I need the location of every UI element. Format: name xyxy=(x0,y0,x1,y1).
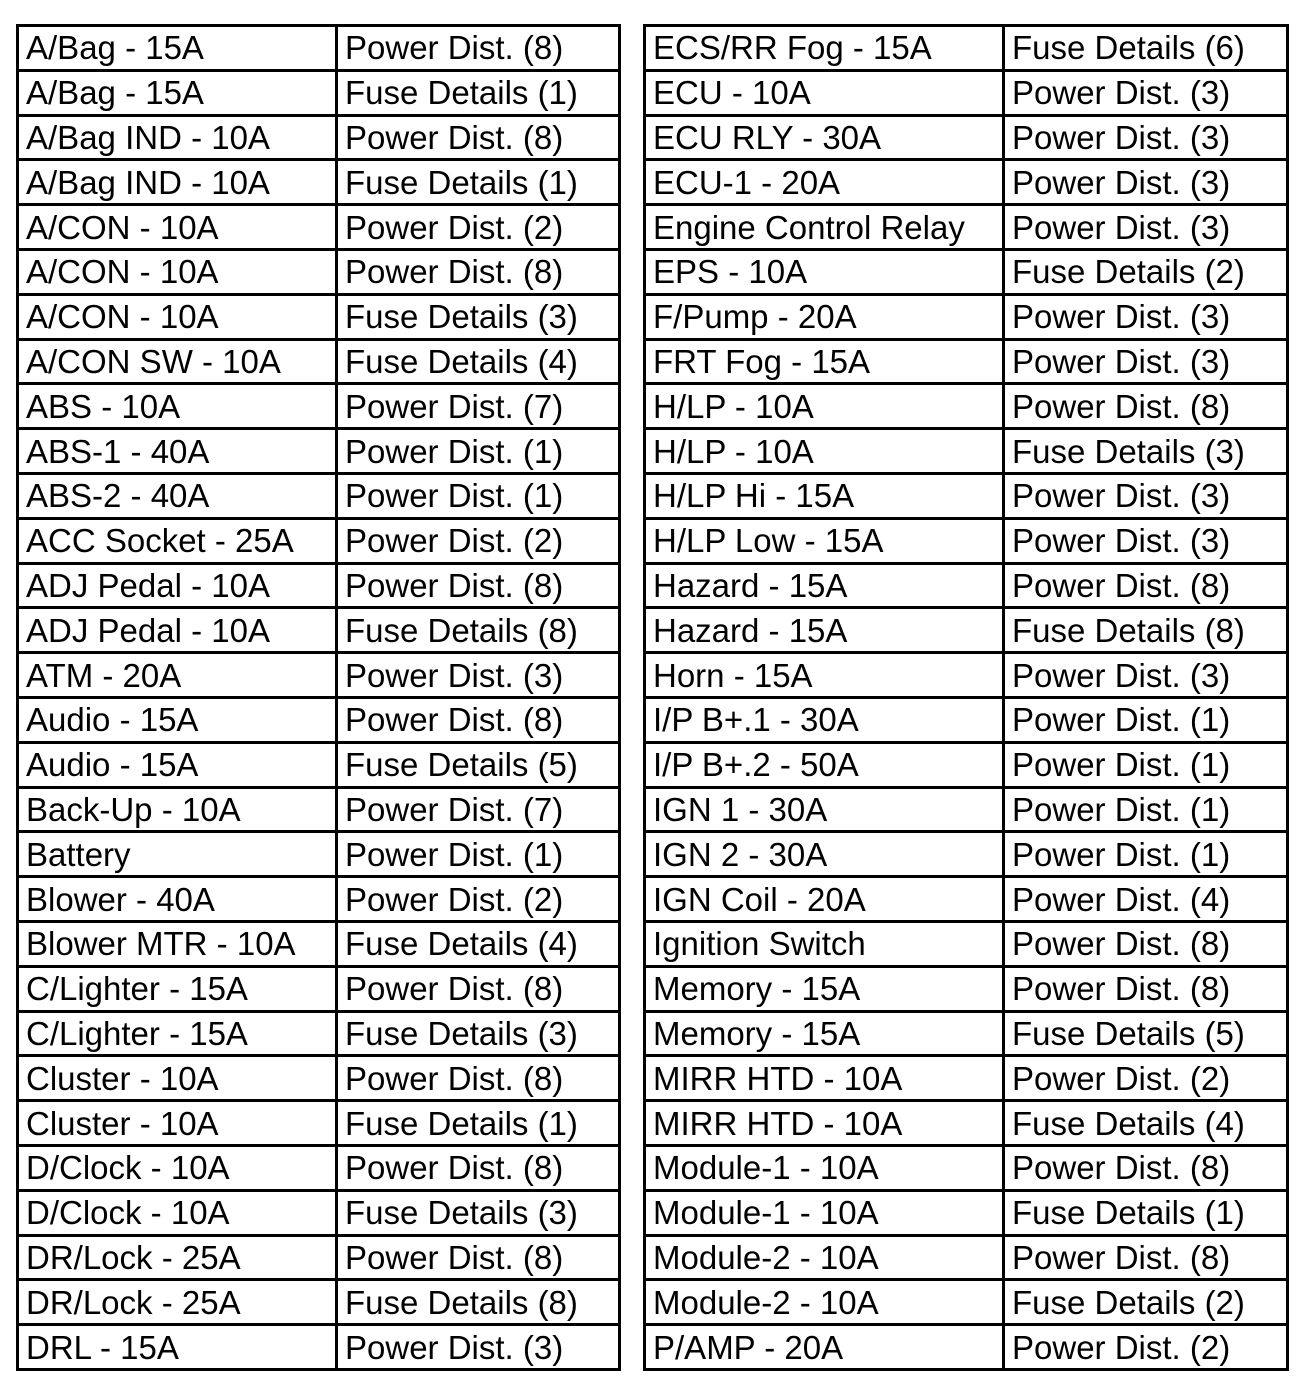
table-row xyxy=(18,697,620,742)
fuse-location-cell: Fuse Details (2) xyxy=(1004,1280,1288,1325)
fuse-index-sheet xyxy=(16,24,1286,1370)
fuse-name-cell: C/Lighter - 15A xyxy=(18,1011,337,1056)
table-row xyxy=(645,1235,1288,1280)
fuse-name-cell: DR/Lock - 25A xyxy=(18,1235,337,1280)
fuse-name-cell: ECS/RR Fog - 15A xyxy=(645,26,1004,71)
fuse-location-cell: Power Dist. (8) xyxy=(337,26,620,71)
fuse-location-cell: Power Dist. (1) xyxy=(1004,742,1288,787)
fuse-location-cell: Fuse Details (4) xyxy=(337,339,620,384)
table-row xyxy=(18,339,620,384)
fuse-location-cell: Power Dist. (1) xyxy=(1004,697,1288,742)
fuse-name-cell: Audio - 15A xyxy=(18,697,337,742)
fuse-location-cell: Power Dist. (8) xyxy=(337,115,620,160)
fuse-location-cell: Power Dist. (3) xyxy=(1004,115,1288,160)
fuse-name-cell: Hazard - 15A xyxy=(645,563,1004,608)
fuse-name-cell: ECU RLY - 30A xyxy=(645,115,1004,160)
fuse-name-cell: A/Bag - 15A xyxy=(18,70,337,115)
fuse-name-cell: Battery xyxy=(18,832,337,877)
fuse-name-cell: H/LP Low - 15A xyxy=(645,518,1004,563)
fuse-name-cell: Cluster - 10A xyxy=(18,1056,337,1101)
table-row xyxy=(18,1056,620,1101)
fuse-name-cell: ABS-2 - 40A xyxy=(18,473,337,518)
fuse-location-cell: Fuse Details (2) xyxy=(1004,249,1288,294)
fuse-name-cell: H/LP - 10A xyxy=(645,429,1004,474)
table-row xyxy=(645,832,1288,877)
fuse-location-cell: Fuse Details (1) xyxy=(337,160,620,205)
fuse-name-cell: I/P B+.2 - 50A xyxy=(645,742,1004,787)
table-row xyxy=(645,608,1288,653)
table-row xyxy=(18,832,620,877)
fuse-name-cell: Memory - 15A xyxy=(645,966,1004,1011)
fuse-location-cell: Power Dist. (8) xyxy=(1004,384,1288,429)
fuse-location-cell: Power Dist. (8) xyxy=(337,1056,620,1101)
fuse-location-cell: Power Dist. (8) xyxy=(337,697,620,742)
table-row xyxy=(18,877,620,922)
fuse-name-cell: Module-1 - 10A xyxy=(645,1145,1004,1190)
fuse-location-cell: Power Dist. (8) xyxy=(337,249,620,294)
table-row xyxy=(645,205,1288,250)
fuse-name-cell: D/Clock - 10A xyxy=(18,1145,337,1190)
table-row xyxy=(645,518,1288,563)
fuse-location-cell: Fuse Details (8) xyxy=(337,1280,620,1325)
table-row xyxy=(18,294,620,339)
fuse-location-cell: Fuse Details (1) xyxy=(337,70,620,115)
table-row xyxy=(645,877,1288,922)
fuse-location-cell: Fuse Details (8) xyxy=(337,608,620,653)
fuse-name-cell: F/Pump - 20A xyxy=(645,294,1004,339)
table-row xyxy=(18,473,620,518)
fuse-name-cell: IGN 2 - 30A xyxy=(645,832,1004,877)
table-row xyxy=(18,742,620,787)
fuse-location-cell: Power Dist. (1) xyxy=(1004,787,1288,832)
table-row xyxy=(18,384,620,429)
fuse-name-cell: H/LP Hi - 15A xyxy=(645,473,1004,518)
table-row xyxy=(645,115,1288,160)
fuse-name-cell: ECU-1 - 20A xyxy=(645,160,1004,205)
fuse-location-cell: Power Dist. (1) xyxy=(337,473,620,518)
table-row xyxy=(645,563,1288,608)
fuse-location-cell: Fuse Details (3) xyxy=(1004,429,1288,474)
fuse-name-cell: Cluster - 10A xyxy=(18,1101,337,1146)
table-row xyxy=(18,1325,620,1370)
fuse-location-cell: Fuse Details (5) xyxy=(1004,1011,1288,1056)
fuse-name-cell: ADJ Pedal - 10A xyxy=(18,563,337,608)
fuse-name-cell: FRT Fog - 15A xyxy=(645,339,1004,384)
table-row xyxy=(18,921,620,966)
fuse-name-cell: Back-Up - 10A xyxy=(18,787,337,832)
fuse-name-cell: Memory - 15A xyxy=(645,1011,1004,1056)
fuse-name-cell: Engine Control Relay xyxy=(645,205,1004,250)
fuse-name-cell: MIRR HTD - 10A xyxy=(645,1056,1004,1101)
fuse-location-cell: Fuse Details (5) xyxy=(337,742,620,787)
fuse-location-cell: Fuse Details (1) xyxy=(1004,1190,1288,1235)
fuse-name-cell: A/CON - 10A xyxy=(18,294,337,339)
fuse-location-cell: Power Dist. (8) xyxy=(1004,921,1288,966)
table-row xyxy=(18,70,620,115)
table-row xyxy=(645,787,1288,832)
fuse-location-cell: Fuse Details (8) xyxy=(1004,608,1288,653)
fuse-location-cell: Power Dist. (3) xyxy=(1004,518,1288,563)
table-row xyxy=(18,115,620,160)
fuse-location-cell: Power Dist. (3) xyxy=(1004,473,1288,518)
fuse-location-cell: Power Dist. (8) xyxy=(1004,966,1288,1011)
fuse-name-cell: Module-1 - 10A xyxy=(645,1190,1004,1235)
fuse-location-cell: Power Dist. (3) xyxy=(337,653,620,698)
table-row xyxy=(18,429,620,474)
table-row xyxy=(18,26,620,71)
table-row xyxy=(645,249,1288,294)
fuse-name-cell: Audio - 15A xyxy=(18,742,337,787)
fuse-location-cell: Power Dist. (3) xyxy=(1004,205,1288,250)
fuse-name-cell: D/Clock - 10A xyxy=(18,1190,337,1235)
table-row xyxy=(645,653,1288,698)
table-row xyxy=(18,1011,620,1056)
fuse-location-cell: Fuse Details (6) xyxy=(1004,26,1288,71)
fuse-name-cell: A/CON - 10A xyxy=(18,249,337,294)
fuse-location-cell: Fuse Details (1) xyxy=(337,1101,620,1146)
table-row xyxy=(18,518,620,563)
table-row xyxy=(18,160,620,205)
fuse-name-cell: ADJ Pedal - 10A xyxy=(18,608,337,653)
table-row xyxy=(645,429,1288,474)
fuse-location-cell: Fuse Details (3) xyxy=(337,1190,620,1235)
fuse-location-cell: Fuse Details (4) xyxy=(1004,1101,1288,1146)
table-row xyxy=(18,787,620,832)
table-row xyxy=(18,1235,620,1280)
fuse-name-cell: ACC Socket - 25A xyxy=(18,518,337,563)
fuse-location-cell: Power Dist. (8) xyxy=(337,966,620,1011)
fuse-name-cell: A/Bag IND - 10A xyxy=(18,160,337,205)
fuse-name-cell: I/P B+.1 - 30A xyxy=(645,697,1004,742)
table-row xyxy=(18,249,620,294)
fuse-location-cell: Fuse Details (3) xyxy=(337,1011,620,1056)
table-row xyxy=(645,1011,1288,1056)
fuse-name-cell: ATM - 20A xyxy=(18,653,337,698)
fuse-name-cell: C/Lighter - 15A xyxy=(18,966,337,1011)
fuse-location-cell: Power Dist. (3) xyxy=(1004,160,1288,205)
fuse-name-cell: Ignition Switch xyxy=(645,921,1004,966)
fuse-location-cell: Power Dist. (3) xyxy=(1004,339,1288,384)
fuse-name-cell: A/Bag IND - 10A xyxy=(18,115,337,160)
table-row xyxy=(645,921,1288,966)
table-row xyxy=(18,1145,620,1190)
table-row xyxy=(18,1280,620,1325)
fuse-name-cell: IGN Coil - 20A xyxy=(645,877,1004,922)
fuse-name-cell: ECU - 10A xyxy=(645,70,1004,115)
table-row xyxy=(645,1325,1288,1370)
table-row xyxy=(645,966,1288,1011)
fuse-name-cell: MIRR HTD - 10A xyxy=(645,1101,1004,1146)
table-row xyxy=(645,339,1288,384)
fuse-location-cell: Power Dist. (3) xyxy=(1004,70,1288,115)
fuse-location-cell: Power Dist. (8) xyxy=(337,1235,620,1280)
fuse-name-cell: A/CON SW - 10A xyxy=(18,339,337,384)
fuse-name-cell: P/AMP - 20A xyxy=(645,1325,1004,1370)
table-row xyxy=(18,563,620,608)
table-row xyxy=(645,1190,1288,1235)
fuse-location-cell: Fuse Details (3) xyxy=(337,294,620,339)
table-row xyxy=(645,1145,1288,1190)
fuse-location-cell: Power Dist. (8) xyxy=(337,1145,620,1190)
fuse-name-cell: ABS - 10A xyxy=(18,384,337,429)
fuse-name-cell: Module-2 - 10A xyxy=(645,1280,1004,1325)
fuse-location-cell: Power Dist. (2) xyxy=(337,877,620,922)
fuse-name-cell: Horn - 15A xyxy=(645,653,1004,698)
fuse-location-cell: Fuse Details (4) xyxy=(337,921,620,966)
table-row xyxy=(645,473,1288,518)
fuse-name-cell: ABS-1 - 40A xyxy=(18,429,337,474)
fuse-location-cell: Power Dist. (2) xyxy=(337,205,620,250)
fuse-location-cell: Power Dist. (2) xyxy=(1004,1056,1288,1101)
table-row xyxy=(18,1101,620,1146)
fuse-name-cell: A/CON - 10A xyxy=(18,205,337,250)
fuse-location-cell: Power Dist. (8) xyxy=(337,563,620,608)
fuse-name-cell: Module-2 - 10A xyxy=(645,1235,1004,1280)
fuse-name-cell: DR/Lock - 25A xyxy=(18,1280,337,1325)
fuse-location-cell: Power Dist. (1) xyxy=(1004,832,1288,877)
table-row xyxy=(645,26,1288,71)
fuse-name-cell: A/Bag - 15A xyxy=(18,26,337,71)
table-row xyxy=(18,608,620,653)
table-row xyxy=(18,966,620,1011)
table-row xyxy=(645,384,1288,429)
fuse-name-cell: Blower MTR - 10A xyxy=(18,921,337,966)
table-row xyxy=(645,1056,1288,1101)
fuse-location-cell: Power Dist. (4) xyxy=(1004,877,1288,922)
fuse-name-cell: Hazard - 15A xyxy=(645,608,1004,653)
table-row xyxy=(18,653,620,698)
fuse-location-cell: Power Dist. (2) xyxy=(337,518,620,563)
fuse-name-cell: DRL - 15A xyxy=(18,1325,337,1370)
fuse-index-table-right xyxy=(643,24,1289,1371)
fuse-location-cell: Power Dist. (1) xyxy=(337,429,620,474)
table-row xyxy=(645,294,1288,339)
fuse-location-cell: Power Dist. (3) xyxy=(1004,653,1288,698)
table-row xyxy=(645,160,1288,205)
fuse-location-cell: Power Dist. (3) xyxy=(337,1325,620,1370)
table-row xyxy=(645,697,1288,742)
fuse-name-cell: EPS - 10A xyxy=(645,249,1004,294)
fuse-index-table-right-body xyxy=(645,26,1288,1370)
fuse-location-cell: Power Dist. (1) xyxy=(337,832,620,877)
fuse-location-cell: Power Dist. (7) xyxy=(337,787,620,832)
fuse-location-cell: Power Dist. (8) xyxy=(1004,1235,1288,1280)
fuse-location-cell: Power Dist. (2) xyxy=(1004,1325,1288,1370)
fuse-name-cell: Blower - 40A xyxy=(18,877,337,922)
table-row xyxy=(645,1101,1288,1146)
table-row xyxy=(645,1280,1288,1325)
table-row xyxy=(645,70,1288,115)
fuse-location-cell: Power Dist. (8) xyxy=(1004,1145,1288,1190)
table-row xyxy=(645,742,1288,787)
fuse-location-cell: Power Dist. (7) xyxy=(337,384,620,429)
fuse-index-table-left xyxy=(16,24,621,1371)
fuse-name-cell: H/LP - 10A xyxy=(645,384,1004,429)
table-row xyxy=(18,1190,620,1235)
fuse-index-table-left-body xyxy=(18,26,620,1370)
table-row xyxy=(18,205,620,250)
fuse-location-cell: Power Dist. (8) xyxy=(1004,563,1288,608)
fuse-name-cell: IGN 1 - 30A xyxy=(645,787,1004,832)
fuse-location-cell: Power Dist. (3) xyxy=(1004,294,1288,339)
